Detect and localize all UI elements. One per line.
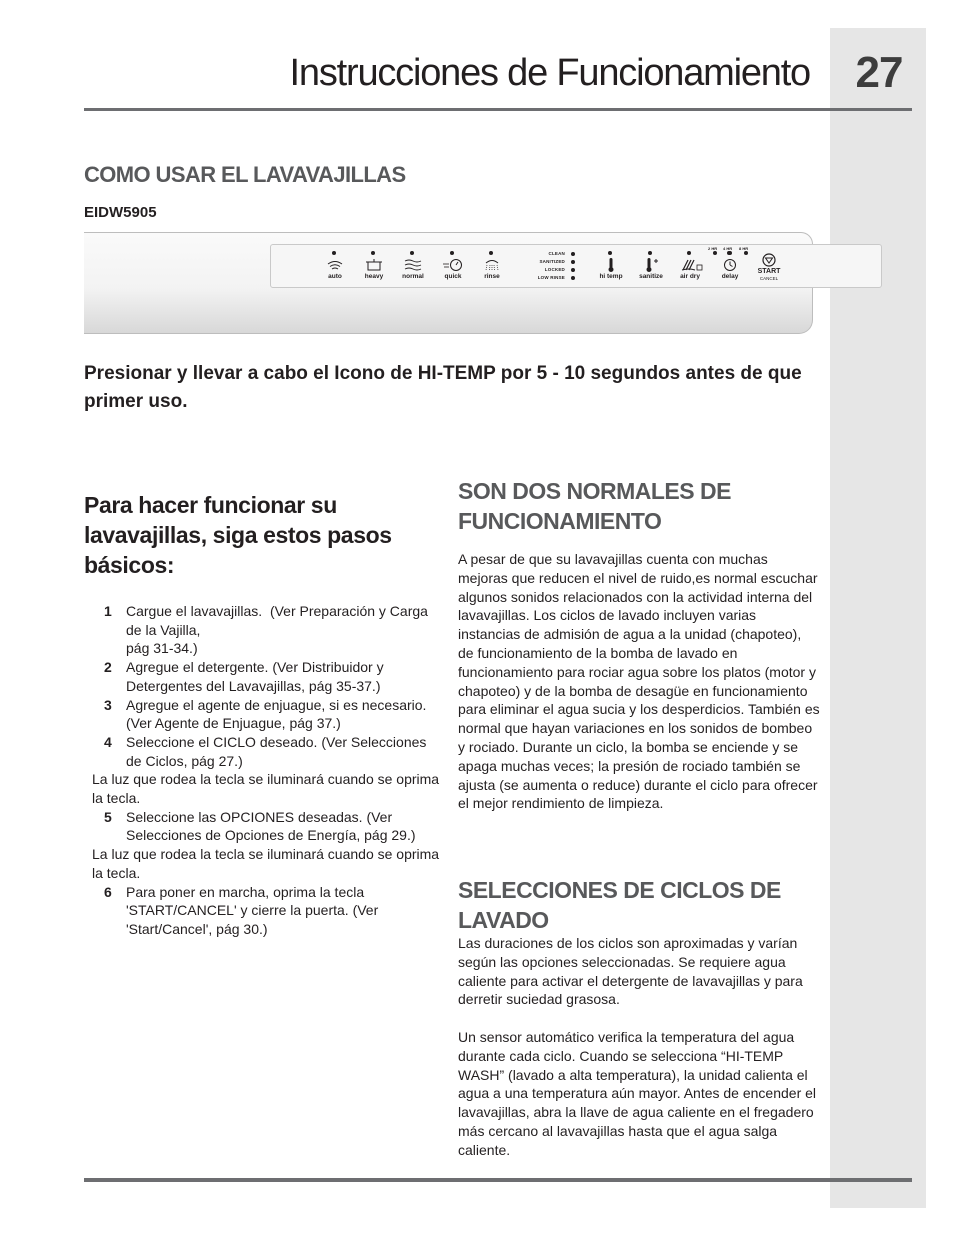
hi-temp-label: hi temp [599,273,623,280]
step-note: La luz que rodea la tecla se iluminará cuando se oprima la tecla. [92,846,440,881]
header-divider [84,108,912,111]
air-dry-label: air dry [680,273,700,280]
step-number: 3 [104,696,112,713]
step-number: 5 [104,808,112,825]
delay-8hr-light [744,251,748,255]
air-dry-button [670,245,710,287]
sanitize-label: sanitize [639,273,663,280]
pot-icon [354,258,394,272]
step-number: 2 [104,659,112,676]
cycle-durations-paragraph: Las duraciones de los ciclos son aproximadas y varían según las opciones seleccionadas. Se requiere agua caliente para activar el detergente de lavavajillas y para derretir suciedad grasosa. [458,935,803,1008]
thermometer-plus-icon [631,258,671,272]
page-title: Instrucciones de Funcionamiento [289,52,810,94]
indicator-light [648,251,652,255]
quick-button [433,245,473,287]
step-text: Agregue el detergente. (Ver Distribuidor y Detergentes del Lavavajillas, pág 35-37.) [126,659,384,694]
step-text: Cargue el lavavajillas. (Ver Preparación y Carga de la Vajilla, pág 31-34.) [126,603,428,657]
heavy-button [354,245,394,287]
quick-label: quick [444,273,462,280]
auto-wash-icon [315,258,355,272]
step-number: 1 [104,603,112,619]
status-light [571,276,575,280]
auto-label: auto [328,273,342,280]
footer-divider [84,1178,912,1182]
delay-label: delay [721,273,739,280]
cycle-selections-heading: SELECCIONES DE CICLOS DE LAVADO [458,877,781,933]
indicator-light [450,251,454,255]
indicator-light [371,251,375,255]
normal-sounds-heading: SON DOS NORMALES DE FUNCIONAMIENTO [458,478,731,534]
cancel-label: CANCEL [759,276,779,281]
intro-instruction: Presionar y llevar a cabo el Icono de HI-TEMP por 5 - 10 segundos antes de que primer uso. [84,363,802,412]
indicator-light [608,251,612,255]
start-label: START [757,268,781,275]
delay-2hr-label: 2 HR [708,246,718,251]
step-item [84,808,444,845]
delay-2hr-light [713,251,717,255]
step-item [84,733,444,770]
normal-sounds-paragraph: A pesar de que su lavavajillas cuenta con muchas mejoras que reducen el nivel de ruido,es normal escuchar algunos sonidos relacionados con la actividad interna del lavavajillas. Los ciclos de lavado incluyen varias instancias de admisión de agua a la unidad (chapoteo), de funcionamiento de la bomba de lavado en funcionamiento para rociar agua sobre los platos (motor y chapoteo) y de la bomba de desagüe en funcionamiento para eliminar el agua sucia y los desperdicios. También es normal que hayan variaciones en los sonidos de bombeo y rociado. Durante un ciclo, la bomba se enciende y se apaga muchas veces; la presión de rociado también se ajusta (se aumenta o reduce) durante el ciclo para ofrecer el mejor rendimiento de limpieza. [458,551,820,812]
wavy-lines-icon [393,258,433,272]
page-sidebar [830,28,926,1208]
delay-4hr-label: 4 HR [723,246,733,251]
step-item [84,602,444,658]
section-heading: COMO USAR EL LAVAVAJILLAS [84,162,406,187]
indicator-light [410,251,414,255]
start-icon [749,253,789,267]
step-number: 6 [104,883,112,900]
steps-heading: Para hacer funcionar su lavavajillas, siga estos pasos básicos: [84,492,392,578]
step-text: Seleccione el CICLO deseado. (Ver Selecciones de Ciclos, pág 27.) [126,733,427,769]
indicator-light [332,251,336,255]
step-item [84,883,444,939]
step-text: Agregue el agente de enjuague, si es necesario. (Ver Agente de Enjuague, pág 37.) [126,696,427,732]
quick-clock-icon [433,258,473,272]
auto-button [315,245,355,287]
status-light [571,260,575,264]
sanitize-button [631,245,671,287]
model-label: EIDW5905 [84,204,157,221]
rinse-button [472,245,512,287]
control-panel-strip [270,244,882,288]
delay-4hr-light [728,251,732,255]
status-light [571,268,575,272]
steps-list [84,602,444,939]
status-label: LOW RINSE [537,275,565,280]
hi-temp-button [591,245,631,287]
status-label: LOCKED [544,267,565,272]
indicator-light [687,251,691,255]
spray-icon [472,258,512,272]
indicator-light [489,251,493,255]
start-cancel-button [749,245,789,287]
page-number: 27 [855,48,903,97]
control-panel-illustration [84,228,816,336]
air-dry-icon [670,258,710,272]
delay-8hr-label: 8 HR [739,246,749,251]
status-label: SANITIZED [539,259,565,264]
heavy-label: heavy [364,273,384,280]
rinse-label: rinse [484,273,500,280]
step-item [84,696,444,733]
step-text: Para poner en marcha, oprima la tecla 'START/CANCEL' y cierre la puerta. (Ver 'Start/Cancel', pág 30.) [126,883,379,937]
status-clean [515,251,577,259]
step-item [84,658,444,695]
status-low-rinse [515,275,577,283]
normal-button [393,245,433,287]
step-text: Seleccione las OPCIONES deseadas. (Ver Selecciones de Opciones de Energía, pág 29.) [126,808,416,844]
status-label: CLEAN [548,251,565,256]
thermometer-icon [591,258,631,272]
status-sanitized [515,259,577,267]
status-light [571,252,575,256]
normal-label: normal [402,273,424,280]
status-locked [515,267,577,275]
step-number: 4 [104,733,112,750]
temperature-sensor-paragraph: Un sensor automático verifica la temperatura del agua durante cada ciclo. Cuando se selecciona “HI-TEMP WASH” (lavado a alta temperatura), la unidad calienta el agua a una temperatura aún mayor. Antes de encender el lavavajillas, abra la llave de agua caliente en el fregadero más cercano al lavavajillas hasta que el agua salga caliente. [458,1029,817,1158]
step-note: La luz que rodea la tecla se iluminará cuando se oprima la tecla. [92,771,440,807]
